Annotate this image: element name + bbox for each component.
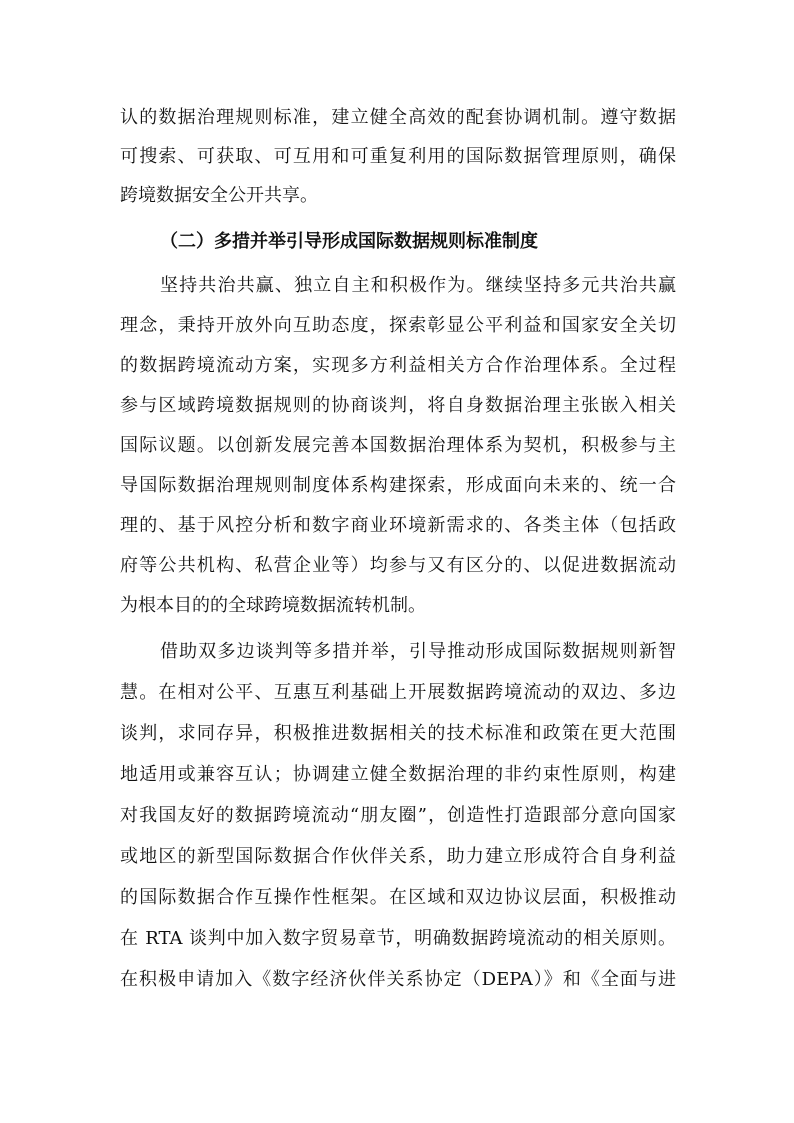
paragraph-1-line-2: 可搜索、可获取、可互用和可重复利用的国际数据管理原则，确保	[120, 146, 676, 167]
paragraph-3-line-1: 借助双多边谈判等多措并举，引导推动形成国际数据规则新智	[160, 641, 676, 662]
paragraph-3-line-3: 谈判，求同存异，积极推进数据相关的技术标准和政策在更大范围	[120, 723, 676, 744]
paragraph-2-line-8: 府等公共机构、私营企业等）均参与又有区分的、以促进数据流动	[120, 555, 676, 576]
paragraph-1-line-3: 跨境数据安全公开共享。	[120, 185, 318, 206]
paragraph-2-line-2: 理念，秉持开放外向互助态度，探索彰显公平利益和国家安全关切	[120, 315, 676, 336]
paragraph-3-line-8: 在 RTA 谈判中加入数字贸易章节，明确数据跨境流动的相关原则。	[120, 928, 676, 949]
paragraph-2-line-9: 为根本目的的全球跨境数据流转机制。	[120, 595, 426, 616]
paragraph-2-line-6: 导国际数据治理规则制度体系构建探索，形成面向未来的、统一合	[120, 475, 676, 496]
paragraph-3-line-4: 地适用或兼容互认；协调建立健全数据治理的非约束性原则，构建	[120, 764, 676, 785]
paragraph-2-line-3: 的数据跨境流动方案，实现多方利益相关方合作治理体系。全过程	[120, 355, 676, 376]
paragraph-2-line-7: 理的、基于风控分析和数字商业环境新需求的、各类主体（包括政	[120, 515, 676, 536]
paragraph-2-line-5: 国际议题。以创新发展完善本国数据治理体系为契机，积极参与主	[120, 435, 676, 456]
paragraph-3-line-5: 对我国友好的数据跨境流动“朋友圈”，创造性打造跟部分意向国家	[120, 805, 676, 826]
section-heading: （二）多措并举引导形成国际数据规则标准制度	[160, 231, 538, 252]
paragraph-2-line-1: 坚持共治共赢、独立自主和积极作为。继续坚持多元共治共赢	[160, 275, 676, 296]
paragraph-2-line-4: 参与区域跨境数据规则的协商谈判，将自身数据治理主张嵌入相关	[120, 395, 676, 416]
paragraph-3-line-7: 的国际数据合作互操作性框架。在区域和双边协议层面，积极推动	[120, 887, 676, 908]
paragraph-3-line-9: 在积极申请加入《数字经济伙伴关系协定（DEPA）》和《全面与进	[120, 969, 676, 990]
paragraph-3-line-2: 慧。在相对公平、互惠互利基础上开展数据跨境流动的双边、多边	[120, 682, 676, 703]
paragraph-3-line-6: 或地区的新型国际数据合作伙伴关系，助力建立形成符合自身利益	[120, 846, 676, 867]
paragraph-1-line-1: 认的数据治理规则标准，建立健全高效的配套协调机制。遵守数据	[120, 107, 676, 128]
